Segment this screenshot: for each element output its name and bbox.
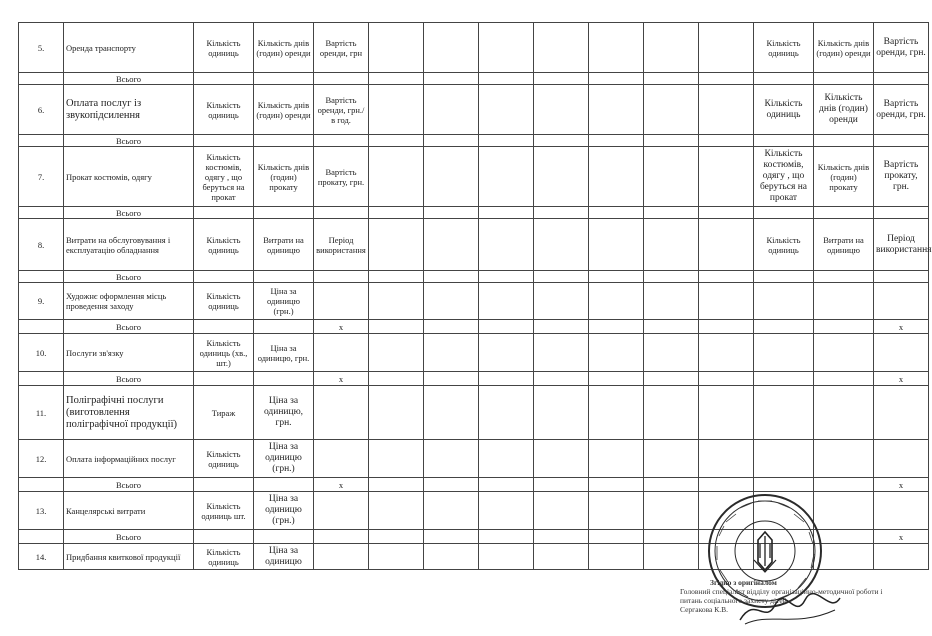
row-name: Оренда транспорту: [64, 23, 194, 73]
cell: Витрати на одиницю: [254, 219, 314, 271]
total-row: [19, 271, 929, 283]
cell: Кількість одиниць (хв., шт.): [194, 334, 254, 372]
total-label: Всього: [64, 135, 194, 147]
total-row: [19, 73, 929, 85]
certification-signer: Сергакова К.В.: [680, 605, 728, 614]
x-mark: х: [874, 478, 929, 492]
row-number: 7.: [19, 147, 64, 207]
total-row: [19, 135, 929, 147]
table-row: [19, 85, 929, 135]
cell: Ціна за одиницю (грн.): [254, 492, 314, 530]
cell: Кількість днів (годин) прокату: [254, 147, 314, 207]
row-name: Прокат костюмів, одягу: [64, 147, 194, 207]
cell: Кількість одиниць: [194, 544, 254, 570]
total-label: Всього: [64, 320, 194, 334]
cell: Кількість днів (годин) оренди: [814, 23, 874, 73]
total-row: [19, 207, 929, 219]
row-name: Оплата послуг із звукопідсилення: [64, 85, 194, 135]
cell: Кількість днів (годин) оренди: [254, 85, 314, 135]
total-label: Всього: [64, 478, 194, 492]
cell: Кількість одиниць: [754, 23, 814, 73]
certification-block: [680, 578, 900, 614]
total-label: Всього: [64, 530, 194, 544]
cell: Кількість одиниць шт.: [194, 492, 254, 530]
row-number: 12.: [19, 440, 64, 478]
x-mark: х: [314, 478, 369, 492]
table-row: [19, 440, 929, 478]
cell: Кількість днів (годин) прокату: [814, 147, 874, 207]
cell: Період використання: [874, 219, 929, 271]
row-name: Оплата інформаційних послуг: [64, 440, 194, 478]
row-name: Художнє оформлення місць проведення заходу: [64, 283, 194, 320]
cell: Ціна за одиницю: [254, 544, 314, 570]
x-mark: х: [314, 372, 369, 386]
total-row: [19, 372, 929, 386]
row-name: Канцелярські витрати: [64, 492, 194, 530]
total-row: [19, 478, 929, 492]
total-label: Всього: [64, 271, 194, 283]
row-number: 5.: [19, 23, 64, 73]
cell: Тираж: [194, 386, 254, 440]
cell: Кількість одиниць: [194, 440, 254, 478]
table-row: [19, 386, 929, 440]
cell: Ціна за одиницю (грн.): [254, 283, 314, 320]
row-name: Витрати на обслуговування і експлуатацію обладнання: [64, 219, 194, 271]
row-number: 8.: [19, 219, 64, 271]
row-number: 13.: [19, 492, 64, 530]
cell: Період використання: [314, 219, 369, 271]
row-number: 9.: [19, 283, 64, 320]
row-number: 10.: [19, 334, 64, 372]
cell: Кількість одиниць: [754, 85, 814, 135]
x-mark: х: [314, 320, 369, 334]
cell: Витрати на одиницю: [814, 219, 874, 271]
cell: Вартість оренди, грн.: [874, 85, 929, 135]
table-row: [19, 23, 929, 73]
cell: Кількість одиниць: [754, 219, 814, 271]
cell: Ціна за одиницю (грн.): [254, 440, 314, 478]
total-label: Всього: [64, 207, 194, 219]
cell: Вартість прокату, грн.: [874, 147, 929, 207]
row-name: Поліграфічні послуги (виготовлення поліграфічної продукції): [64, 386, 194, 440]
x-mark: х: [874, 372, 929, 386]
cell: Кількість костюмів, одягу , що беруться на прокат: [194, 147, 254, 207]
cell: Вартість оренди, грн.: [874, 23, 929, 73]
total-label: Всього: [64, 73, 194, 85]
cell: Ціна за одиницю, грн.: [254, 334, 314, 372]
cell: Кількість одиниць: [194, 85, 254, 135]
table-row: [19, 219, 929, 271]
table-row: [19, 334, 929, 372]
table-row: [19, 147, 929, 207]
row-name: Послуги зв'язку: [64, 334, 194, 372]
cell: Кількість одиниць: [194, 283, 254, 320]
row-number: 6.: [19, 85, 64, 135]
total-row: [19, 320, 929, 334]
x-mark: х: [874, 320, 929, 334]
cell: Вартість прокату, грн.: [314, 147, 369, 207]
row-number: 14.: [19, 544, 64, 570]
table-row: [19, 283, 929, 320]
cell: Кількість одиниць: [194, 219, 254, 271]
certification-position: Головний спеціаліст відділу організаційно-методичної роботи і питань соціального захисту дітей: [680, 587, 883, 605]
x-mark: х: [874, 530, 929, 544]
budget-table: [18, 22, 932, 570]
certification-heading: Згідно з оригіналом: [710, 578, 777, 587]
row-number: 11.: [19, 386, 64, 440]
cell: Вартість оренди, грн./ в год.: [314, 85, 369, 135]
cell: Кількість одиниць: [194, 23, 254, 73]
total-label: Всього: [64, 372, 194, 386]
row-name: Придбання квиткової продукції: [64, 544, 194, 570]
cell: Кількість костюмів, одягу , що беруться на прокат: [754, 147, 814, 207]
cell: Кількість днів (годин) оренди: [254, 23, 314, 73]
cell: Вартість оренди, грн: [314, 23, 369, 73]
cell: Кількість днів (годин) оренди: [814, 85, 874, 135]
cell: Ціна за одиницю, грн.: [254, 386, 314, 440]
